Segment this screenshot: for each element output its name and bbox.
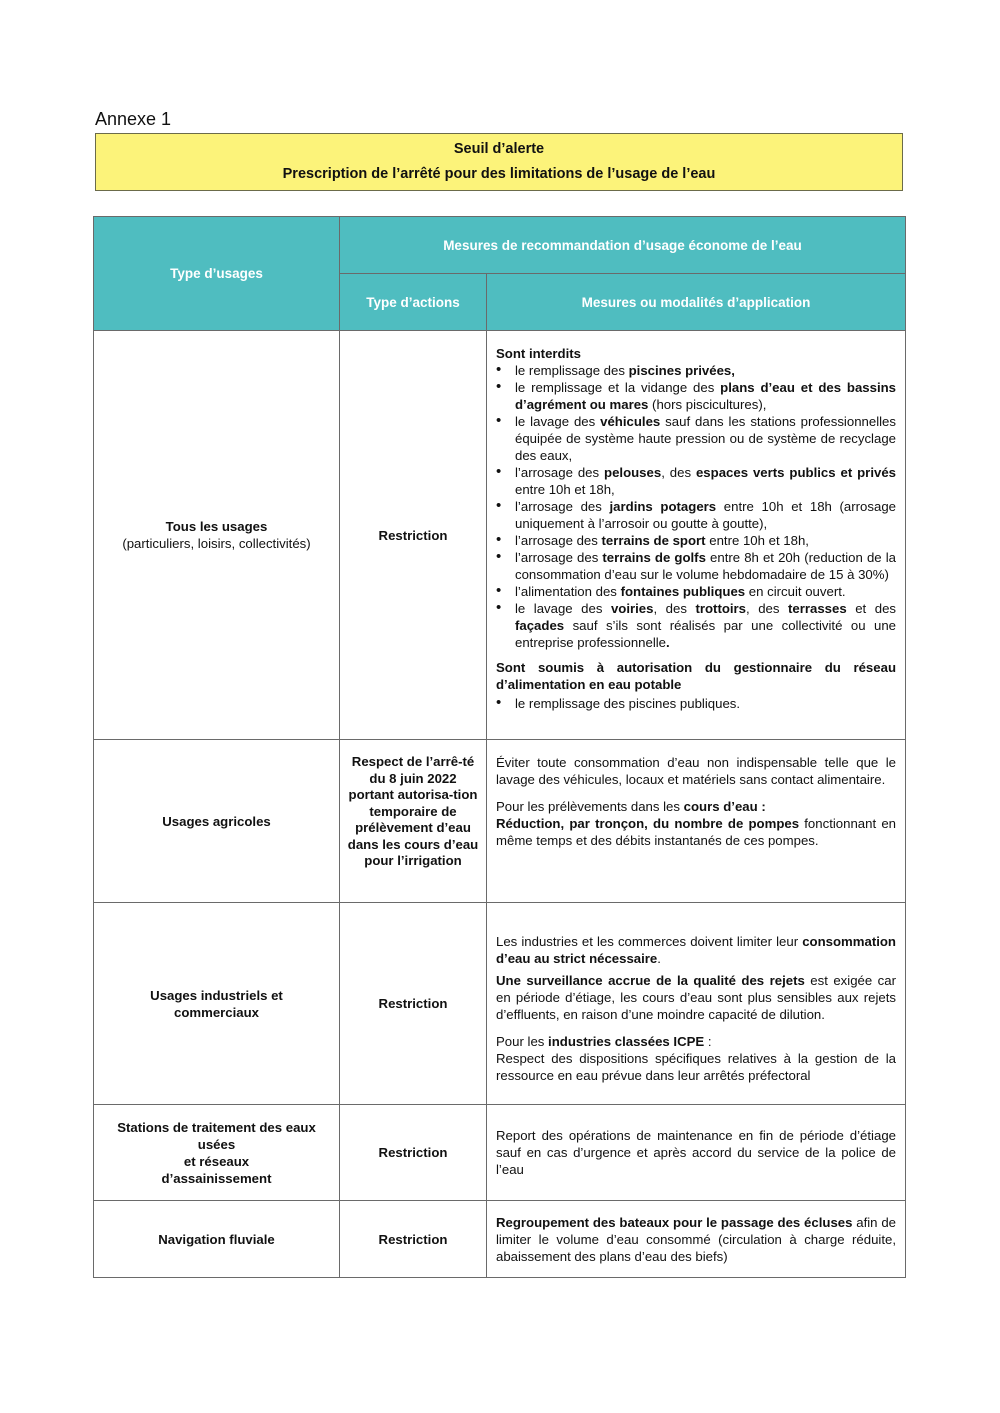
header-modalites: Mesures ou modalités d’application <box>487 274 906 331</box>
usage-title: Tous les usages <box>165 519 268 534</box>
list-item: • le remplissage et la vidange des plans d’eau et des bassins d’agrément ou mares (hors piscicultures), <box>515 379 896 413</box>
banner-title: Seuil d’alerte <box>453 141 545 157</box>
list-item: • le remplissage des piscines publiques. <box>515 695 896 712</box>
annex-label: Annexe 1 <box>95 109 172 129</box>
list-item: • le lavage des voiries, des trottoirs, des terrasses et des façades sauf s’ils sont réalisés par une collectivité ou une entreprise professionnelle. <box>515 600 896 651</box>
stations-paragraph: Report des opérations de maintenance en fin de période d’étiage sauf en cas d’urgence et après accord du service de la police de l’eau <box>496 1128 896 1177</box>
measures-cell <box>487 903 906 1105</box>
usage-cell: Navigation fluviale <box>94 1201 340 1278</box>
soumis-list <box>496 695 896 712</box>
action-cell: Restriction <box>340 1201 487 1278</box>
indus-paragraph-1: Les industries et les commerces doivent limiter leur consommation d’eau au strict nécessaire. <box>496 934 896 966</box>
list-item: • l’arrosage des pelouses, des espaces verts publics et privés entre 10h et 18h, <box>515 464 896 498</box>
list-item: • l’arrosage des jardins potagers entre 10h et 18h (arrosage uniquement à l’arrosoir ou goutte à goutte), <box>515 498 896 532</box>
table-row <box>94 331 906 740</box>
measures-table <box>93 216 906 1278</box>
usage-detail: (particuliers, loisirs, collectivités) <box>122 536 311 551</box>
measures-cell <box>487 1201 906 1278</box>
table-row <box>94 1201 906 1278</box>
alert-banner <box>95 133 903 191</box>
list-item: • le remplissage des piscines privées, <box>515 362 896 379</box>
indus-paragraph-2: Une surveillance accrue de la qualité des rejets est exigée car en période d’étiage, les cours d’eau sont plus sensibles aux rejets d’effluents, en raison d’une moindre capacité de dilution. <box>496 973 896 1022</box>
indus-paragraph-3: Pour les industries classées ICPE : <box>496 1034 712 1049</box>
usage-cell <box>94 331 340 740</box>
agri-paragraph-2: Pour les prélèvements dans les cours d’eau : <box>496 799 766 814</box>
table-row <box>94 1105 906 1201</box>
action-cell: Restriction <box>340 903 487 1105</box>
measures-cell <box>487 331 906 740</box>
measures-cell <box>487 1105 906 1201</box>
interdits-title: Sont interdits <box>496 346 581 361</box>
soumis-title: Sont soumis à autorisation du gestionnaire du réseau d’alimentation en eau potable <box>496 660 896 692</box>
list-item: • le lavage des véhicules sauf dans les stations professionnelles équipée de système haute pression ou de système de recyclage des eaux, <box>515 413 896 464</box>
header-type-usages: Type d’usages <box>94 217 340 331</box>
agri-paragraph-3: Réduction, par tronçon, du nombre de pompes fonctionnant en même temps et des débits instantanés de ces pompes. <box>496 816 896 848</box>
header-mesures: Mesures de recommandation d’usage économe de l’eau <box>340 217 906 274</box>
list-item: • l’arrosage des terrains de golfs entre 8h et 20h (reduction de la consommation d’eau sur le volume hebdomadaire de 15 à 30%) <box>515 549 896 583</box>
agri-paragraph-1: Éviter toute consommation d’eau non indispensable telle que le lavage des véhicules, locaux et matériels sans contact alimentaire. <box>496 755 896 787</box>
action-cell: Respect de l’arrê-té du 8 juin 2022 portant autorisa-tion temporaire de prélèvement d’eau dans les cours d’eau pour l’irrigation <box>340 740 487 903</box>
table-row <box>94 903 906 1105</box>
usage-cell: Usages agricoles <box>94 740 340 903</box>
nav-paragraph: Regroupement des bateaux pour le passage des écluses afin de limiter le volume d’eau consommé (circulation à charge réduite, abaissement des plans d’eau des biefs) <box>496 1214 896 1264</box>
indus-paragraph-4: Respect des dispositions spécifiques relatives à la gestion de la ressource en eau prévue dans leur arrêtés préfectoral <box>496 1051 896 1083</box>
action-cell: Restriction <box>340 1105 487 1201</box>
action-cell: Restriction <box>340 331 487 740</box>
banner-subtitle: Prescription de l’arrêté pour des limitations de l’usage de l’eau <box>282 166 716 182</box>
measures-cell <box>487 740 906 903</box>
interdits-list <box>496 362 896 651</box>
list-item: • l’alimentation des fontaines publiques en circuit ouvert. <box>515 583 896 600</box>
usage-cell: Stations de traitement des eaux usées et réseaux d’assainissement <box>94 1105 340 1201</box>
usage-cell: Usages industriels et commerciaux <box>94 903 340 1105</box>
table-row <box>94 740 906 903</box>
header-type-actions: Type d’actions <box>340 274 487 331</box>
list-item: • l’arrosage des terrains de sport entre 10h et 18h, <box>515 532 896 549</box>
